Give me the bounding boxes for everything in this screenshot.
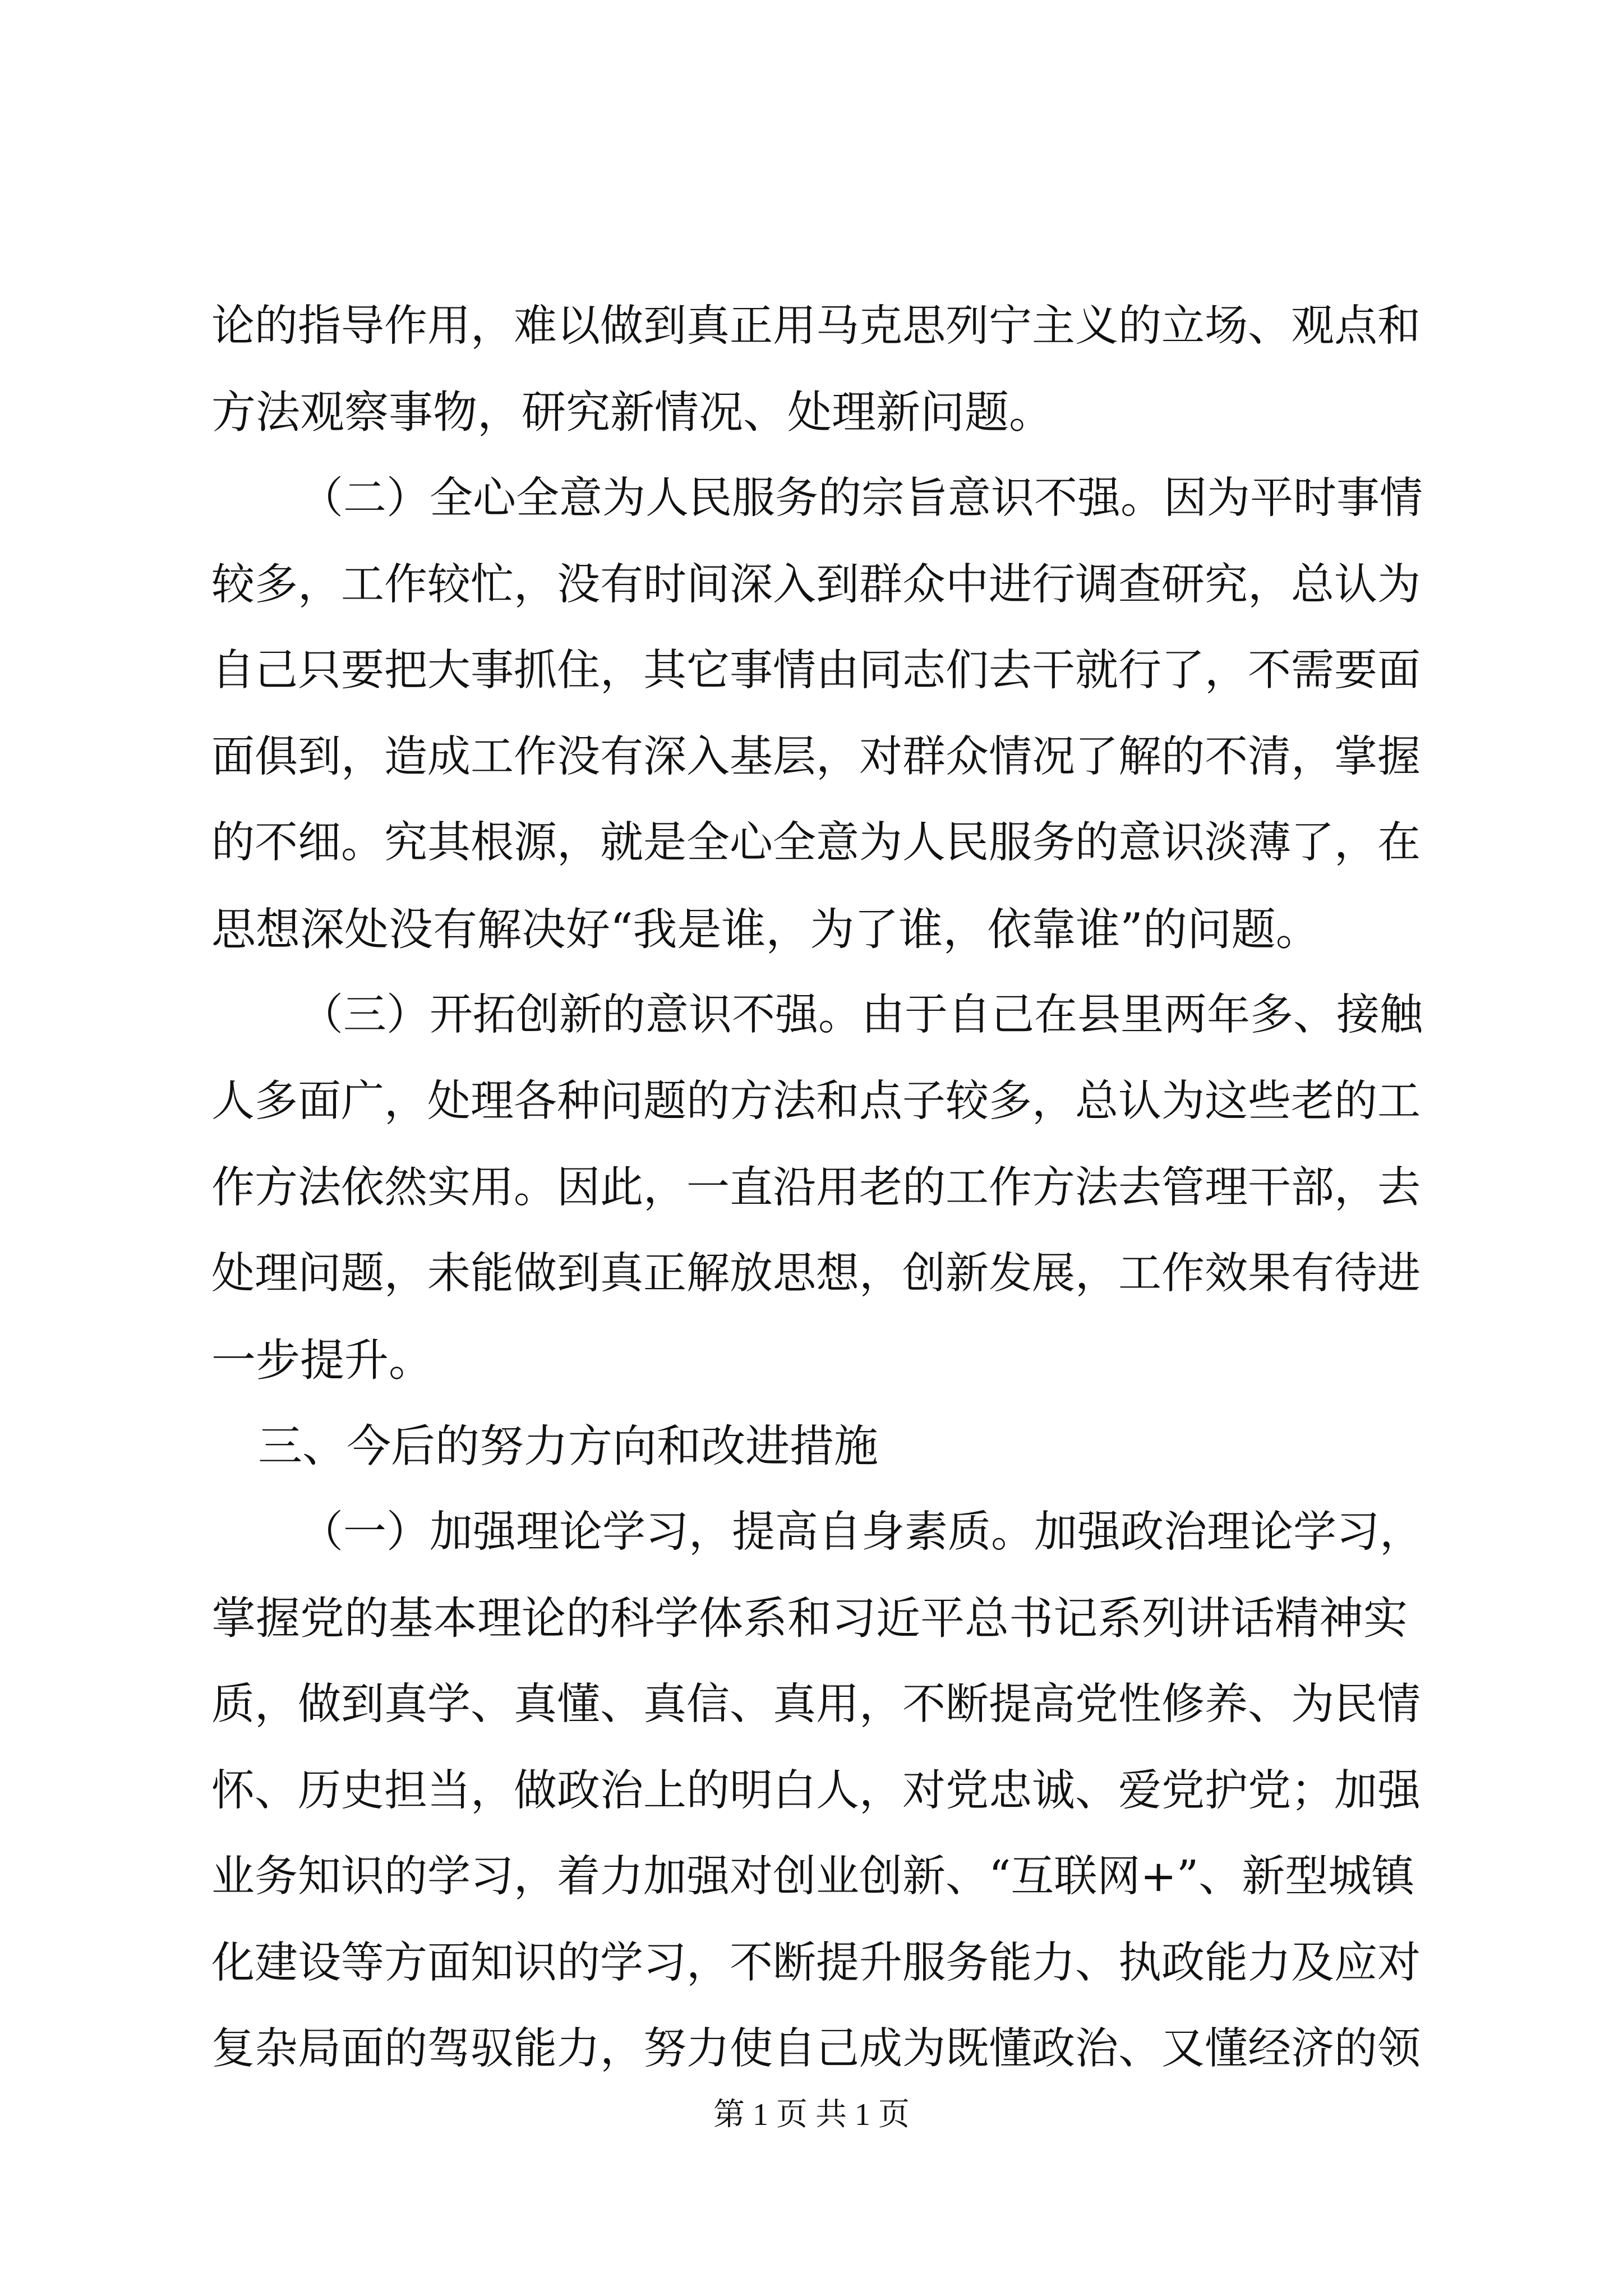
page-footer: 第 1 页 共 1 页 [713,2097,910,2132]
paragraph-line: （三）开拓创新的意识不强。由于自己在县里两年多、接触 [300,990,1423,1040]
paragraph-line: 论的指导作用，难以做到真正用马克思列宁主义的立场、观点和 [211,301,1421,351]
paragraph-line: 方法观察事物，研究新情况、处理新问题。 [211,386,1053,438]
paragraph-line: 掌握党的基本理论的科学体系和习近平总书记系列讲话精神实 [211,1593,1408,1644]
paragraph-line: 化建设等方面知识的学习，不断提升服务能力、执政能力及应对 [211,1938,1421,1988]
paragraph-line: 怀、历史担当，做政治上的明白人，对党忠诚、爱党护党；加强 [211,1766,1421,1816]
paragraph-line: 思想深处没有解决好“我是谁，为了谁，依靠谁”的问题。 [211,904,1320,955]
paragraph-line: 业务知识的学习，着力加强对创业创新、“互联网+”、新型城镇 [211,1852,1415,1902]
paragraph-line: 面俱到，造成工作没有深入基层，对群众情况了解的不清，掌握 [211,732,1421,782]
section-heading: 三、今后的努力方向和改进措施 [258,1420,878,1472]
paragraph-line: 质，做到真学、真懂、真信、真用，不断提高党性修养、为民情 [211,1680,1421,1729]
paragraph-line: 复杂局面的驾驭能力，努力使自己成为既懂政治、又懂经济的领 [211,2024,1421,2074]
paragraph-line: 人多面广，处理各种问题的方法和点子较多，总认为这些老的工 [211,1076,1421,1126]
paragraph-line: 处理问题，未能做到真正解放思想，创新发展，工作效果有待进 [211,1249,1421,1299]
paragraph-line: （二）全心全意为人民服务的宗旨意识不强。因为平时事情 [300,473,1423,523]
paragraph-line: 较多，工作较忙，没有时间深入到群众中进行调查研究，总认为 [211,560,1421,610]
paragraph-line: （一）加强理论学习，提高自身素质。加强政治理论学习， [300,1507,1423,1557]
paragraph-line: 的不细。究其根源，就是全心全意为人民服务的意识淡薄了，在 [211,818,1421,868]
paragraph-line: 一步提升。 [211,1335,433,1386]
paragraph-line: 作方法依然实用。因此，一直沿用老的工作方法去管理干部，去 [211,1163,1421,1213]
paragraph-line: 自己只要把大事抓住，其它事情由同志们去干就行了，不需要面 [211,646,1421,696]
